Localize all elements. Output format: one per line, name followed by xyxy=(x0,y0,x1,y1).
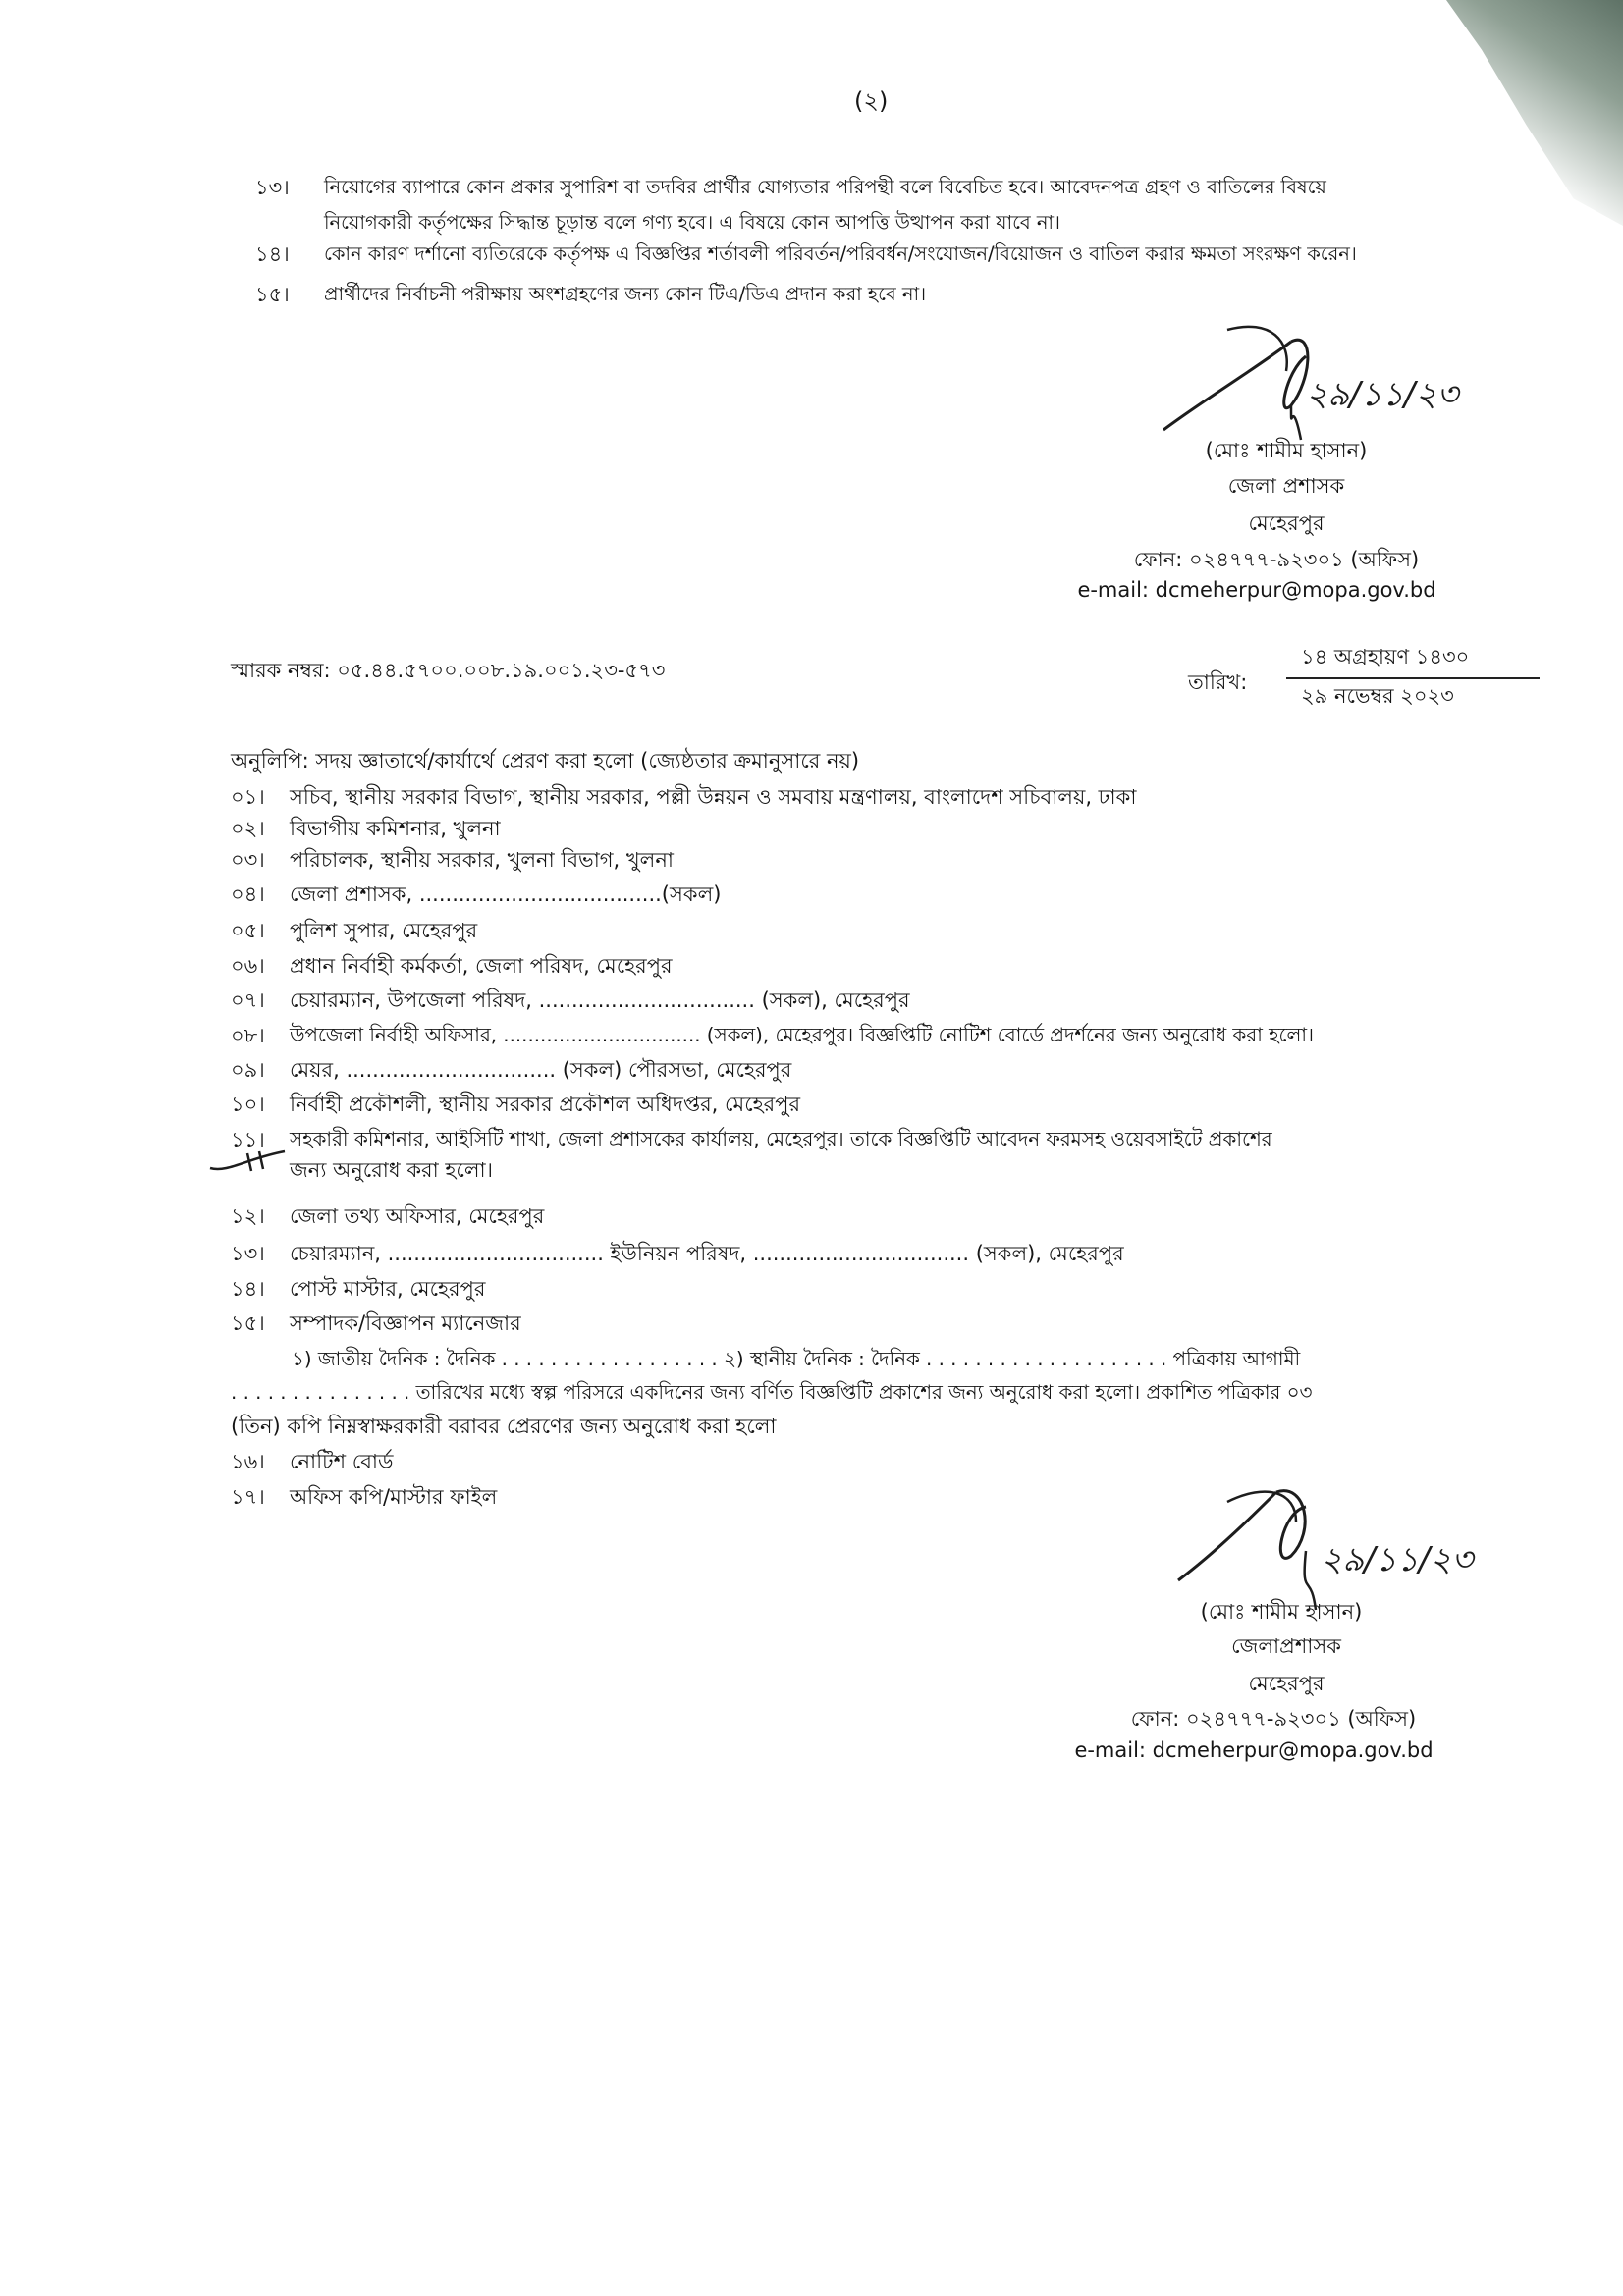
copy-text: জেলা প্রশাসক, .....................................(সকল) xyxy=(290,882,722,906)
signatory-phone: ফোন: ০২৪৭৭৭-৯২৩০১ (অফিস) xyxy=(1133,548,1420,571)
date-divider xyxy=(1286,677,1540,679)
clause-text-line: নিয়োগের ব্যাপারে কোন প্রকার সুপারিশ বা তদবির প্রার্থীর যোগ্যতার পরিপন্থী বলে বিবেচিত হবে। আবেদনপত্র গ্রহণ ও বাতিলের বিষয়ে xyxy=(324,176,1326,198)
signatory-email: e-mail: dcmeherpur@mopa.gov.bd xyxy=(1077,578,1436,602)
copy-number: ১১। xyxy=(231,1128,265,1151)
clause-text-line: প্রার্থীদের নির্বাচনী পরীক্ষায় অংশগ্রহণের জন্য কোন টিএ/ডিএ প্রদান করা হবে না। xyxy=(324,283,926,305)
handwritten-tick-mark xyxy=(208,1144,287,1183)
date-label: তারিখ: xyxy=(1188,670,1248,694)
copy-text: অফিস কপি/মাস্টার ফাইল xyxy=(290,1485,498,1509)
copy-number: ০৮। xyxy=(231,1024,265,1047)
signatory-email: e-mail: dcmeherpur@mopa.gov.bd xyxy=(1074,1738,1434,1762)
signature-date: ২৯/১১/২৩ xyxy=(1321,1540,1474,1579)
copy-number: ০৪। xyxy=(231,882,265,906)
copy-text: সচিব, স্থানীয় সরকার বিভাগ, স্থানীয় সরকার, পল্লী উন্নয়ন ও সমবায় মন্ত্রণালয়, বাংলাদেশ সচিবালয়, ঢাকা xyxy=(290,785,1137,809)
signatory-phone: ফোন: ০২৪৭৭৭-৯২৩০১ (অফিস) xyxy=(1130,1707,1417,1731)
copy-number: ০২। xyxy=(231,817,265,840)
signature-1-image xyxy=(1144,312,1468,445)
copy-text: প্রধান নির্বাহী কর্মকর্তা, জেলা পরিষদ, মেহেরপুর xyxy=(290,954,673,978)
copy-text: জেলা তথ্য অফিসার, মেহেরপুর xyxy=(290,1204,545,1228)
signatory-designation: জেলাপ্রশাসক xyxy=(1231,1634,1341,1658)
copy-text: উপজেলা নির্বাহী অফিসার, ................................ (সকল), মেহেরপুর। বিজ্ঞপ্তিটি নোটিশ বোর্ডে প্রদর্শনের জন্য অনুরোধ করা হলো। xyxy=(290,1024,1315,1046)
signature-date: ২৯/১১/২৩ xyxy=(1306,375,1459,414)
signatory-name: (মোঃ শামীম হাসান) xyxy=(1205,439,1368,462)
copy-text: পুলিশ সুপার, মেহেরপুর xyxy=(290,919,478,942)
page-number: (২) xyxy=(854,87,889,115)
copy-text: মেয়র, ................................ (সকল) পৌরসভা, মেহেরপুর xyxy=(290,1058,792,1082)
copy-text: সহকারী কমিশনার, আইসিটি শাখা, জেলা প্রশাসকের কার্যালয়, মেহেরপুর। তাকে বিজ্ঞপ্তিটি আবেদন ফরমসহ ওয়েবসাইটে প্রকাশের xyxy=(290,1128,1272,1150)
copy-number: ০৫। xyxy=(231,919,265,942)
copy-number: ১৭। xyxy=(231,1485,265,1509)
signatory-district: মেহেরপুর xyxy=(1248,1672,1325,1695)
copy-text: জন্য অনুরোধ করা হলো। xyxy=(290,1158,494,1182)
memo-number: স্মারক নম্বর: ০৫.৪৪.৫৭০০.০০৮.১৯.০০১.২৩-৫৭৩ xyxy=(231,659,666,682)
copy-number: ১২। xyxy=(231,1204,265,1228)
copy-number: ১৫। xyxy=(231,1311,265,1335)
copy-number: ০৯। xyxy=(231,1058,265,1082)
clause-number: ১৩। xyxy=(255,176,290,199)
copy-number: ১৬। xyxy=(231,1450,265,1473)
signatory-designation: জেলা প্রশাসক xyxy=(1227,474,1345,498)
copy-text: বিভাগীয় কমিশনার, খুলনা xyxy=(290,817,501,840)
copy-number: ১৩। xyxy=(231,1242,265,1265)
clause-number: ১৪। xyxy=(255,242,290,266)
clause-number: ১৫। xyxy=(255,283,290,306)
copy-text: পরিচালক, স্থানীয় সরকার, খুলনা বিভাগ, খুলনা xyxy=(290,848,674,872)
copy-heading: অনুলিপি: সদয় জ্ঞাতার্থে/কার্যার্থে প্রেরণ করা হলো (জ্যেষ্ঠতার ক্রমানুসারে নয়) xyxy=(231,749,860,773)
copy-text: চেয়ারম্যান, উপজেলা পরিষদ, ................................. (সকল), মেহেরপুর xyxy=(290,988,910,1012)
newspaper-line: (তিন) কপি নিম্নস্বাক্ষরকারী বরাবর প্রেরণের জন্য অনুরোধ করা হলো xyxy=(231,1415,777,1438)
newspaper-line: ১) জাতীয় দৈনিক : দৈনিক . . . . . . . . . . . . . . . . . . ২) স্থানীয় দৈনিক : দৈনিক . . . . . . . . . . . . . . . . . . . . পত্রিকায় আগামী xyxy=(292,1348,1301,1370)
copy-number: ০১। xyxy=(231,785,265,809)
copy-text: নির্বাহী প্রকৌশলী, স্থানীয় সরকার প্রকৌশল অধিদপ্তর, মেহেরপুর xyxy=(290,1093,801,1116)
date-bangla: ১৪ অগ্রহায়ণ ১৪৩০ xyxy=(1301,645,1470,668)
newspaper-line: . . . . . . . . . . . . . . . তারিখের মধ্যে স্বল্প পরিসরে একদিনের জন্য বর্ণিত বিজ্ঞপ্তিটি প্রকাশের জন্য অনুরোধ করা হলো। প্রকাশিত পত্রিকার ০৩ xyxy=(231,1381,1313,1404)
signatory-name: (মোঃ শামীম হাসান) xyxy=(1200,1600,1363,1624)
copy-text: নোটিশ বোর্ড xyxy=(290,1450,394,1473)
copy-number: ১০। xyxy=(231,1093,265,1116)
copy-text: পোস্ট মাস্টার, মেহেরপুর xyxy=(290,1277,486,1301)
signatory-district: মেহেরপুর xyxy=(1248,511,1325,535)
clause-text-line: কোন কারণ দর্শানো ব্যতিরেকে কর্তৃপক্ষ এ বিজ্ঞপ্তির শর্তাবলী পরিবর্তন/পরিবর্ধন/সংযোজন/বিয়োজন ও বাতিল করার ক্ষমতা সংরক্ষণ করেন। xyxy=(324,242,1357,265)
copy-number: ১৪। xyxy=(231,1277,265,1301)
clause-text-line: নিয়োগকারী কর্তৃপক্ষের সিদ্ধান্ত চূড়ান্ত বলে গণ্য হবে। এ বিষয়ে কোন আপত্তি উত্থাপন করা যাবে না। xyxy=(324,211,1060,234)
copy-number: ০৭। xyxy=(231,988,265,1012)
date-english: ২৯ নভেম্বর ২০২৩ xyxy=(1301,684,1454,708)
copy-number: ০৬। xyxy=(231,954,265,978)
copy-number: ০৩। xyxy=(231,848,265,872)
copy-text: সম্পাদক/বিজ্ঞাপন ম্যানেজার xyxy=(290,1311,521,1335)
scanned-corner-shadow xyxy=(1446,0,1623,226)
copy-text: চেয়ারম্যান, ................................. ইউনিয়ন পরিষদ, ................................. (সকল), মেহেরপুর xyxy=(290,1242,1124,1265)
